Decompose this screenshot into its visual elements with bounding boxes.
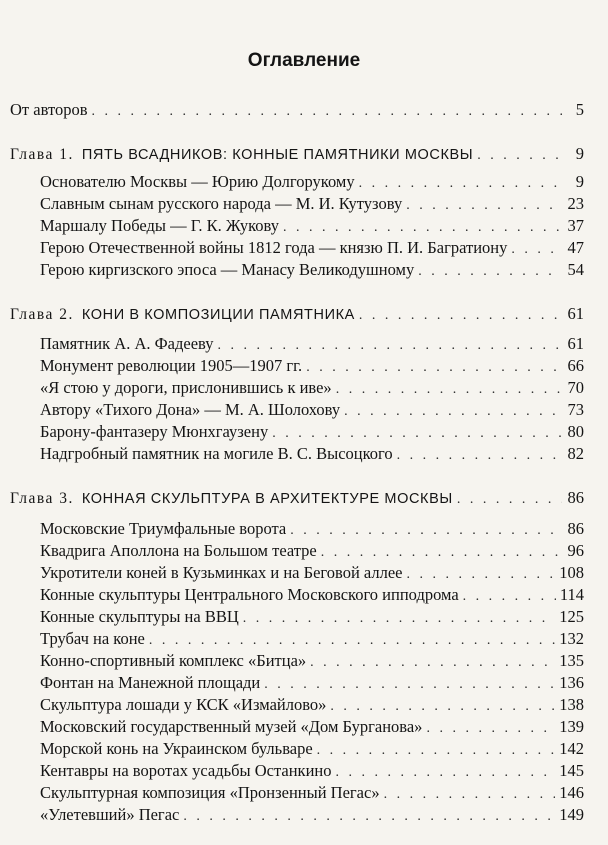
leader-dots [317, 740, 556, 762]
entry-label: Герою киргизского эпоса — Манасу Великодушному [40, 260, 415, 279]
entry-page: 132 [559, 629, 584, 648]
entry-page: 125 [559, 607, 584, 626]
toc-entry[interactable] [40, 650, 584, 672]
toc-entry[interactable] [40, 259, 584, 281]
leader-dots [511, 239, 562, 261]
entry-page: 23 [567, 194, 584, 213]
entry-page: 146 [559, 783, 584, 802]
entry-page: 96 [567, 541, 584, 560]
leader-dots [92, 101, 563, 123]
leader-dots [264, 674, 555, 696]
toc-entry[interactable] [40, 377, 584, 399]
entry-label: Маршалу Победы — Г. К. Жукову [40, 216, 280, 235]
leader-dots [330, 696, 555, 718]
entry-label: Герою Отечественной войны 1812 года — князю П. И. Багратиону [40, 238, 508, 257]
toc-entry[interactable] [40, 443, 584, 465]
toc-entry[interactable] [40, 215, 584, 237]
entry-label: Памятник А. А. Фадееву [40, 334, 214, 353]
entry-page: 145 [559, 761, 584, 780]
toc-chapter-1[interactable] [10, 143, 584, 165]
toc-entry-intro[interactable] [10, 99, 584, 121]
entry-label: Конные скульптуры Центрального Московского ипподрома [40, 585, 459, 604]
leader-dots [477, 145, 562, 167]
entry-label: Квадрига Аполлона на Большом театре [40, 541, 317, 560]
leader-dots [426, 718, 555, 740]
entry-label: Московский государственный музей «Дом Бурганова» [40, 717, 423, 736]
toc-entry[interactable] [40, 355, 584, 377]
entry-label: Трубач на коне [40, 629, 145, 648]
chapter-prefix: Глава 3. [10, 490, 74, 507]
entry-label: «Я стою у дороги, прислонившись к иве» [40, 378, 332, 397]
toc-entry[interactable] [40, 716, 584, 738]
toc-title: Оглавление [247, 50, 361, 71]
leader-dots [359, 305, 562, 327]
toc-entry[interactable] [40, 518, 584, 540]
leader-dots [310, 652, 555, 674]
toc-entry[interactable] [40, 421, 584, 443]
toc-chapter-2[interactable] [10, 303, 584, 325]
toc-entry[interactable] [40, 760, 584, 782]
toc-chapter-3[interactable] [10, 487, 584, 509]
toc-entry[interactable] [40, 694, 584, 716]
entry-page: 66 [567, 356, 584, 375]
entry-page: 142 [559, 739, 584, 758]
entry-label: Монумент революции 1905—1907 гг. [40, 356, 303, 375]
chapter-title: КОННАЯ СКУЛЬПТУРА В АРХИТЕКТУРЕ МОСКВЫ [81, 491, 453, 507]
entry-page: 47 [567, 238, 584, 257]
entry-page: 86 [567, 488, 584, 507]
entry-page: 37 [567, 216, 584, 235]
chapter-prefix: Глава 2. [10, 306, 74, 323]
entry-label: Укротители коней в Кузьминках и на Беговой аллее [40, 563, 403, 582]
leader-dots [272, 423, 562, 445]
entry-page: 61 [567, 334, 584, 353]
entry-page: 86 [567, 519, 584, 538]
leader-dots [344, 401, 562, 423]
entry-label: Фонтан на Манежной площади [40, 673, 261, 692]
leader-dots [149, 630, 555, 652]
entry-page: 82 [567, 444, 584, 463]
chapter-title: ПЯТЬ ВСАДНИКОВ: КОННЫЕ ПАМЯТНИКИ МОСКВЫ [81, 147, 474, 163]
entry-label: Конные скульптуры на ВВЦ [40, 607, 239, 626]
entry-page: 149 [559, 805, 584, 824]
leader-dots [243, 608, 555, 630]
entry-page: 61 [567, 304, 584, 323]
entry-label: Автору «Тихого Дона» — М. А. Шолохову [40, 400, 341, 419]
entry-page: 9 [575, 144, 584, 163]
toc-entry[interactable] [40, 562, 584, 584]
leader-dots [335, 762, 555, 784]
toc-entry[interactable] [40, 540, 584, 562]
entry-page: 139 [559, 717, 584, 736]
leader-dots [463, 586, 556, 608]
toc-entry[interactable] [40, 399, 584, 421]
entry-page: 9 [575, 172, 584, 191]
leader-dots [290, 520, 562, 542]
entry-label: От авторов [10, 100, 88, 119]
entry-page: 136 [559, 673, 584, 692]
leader-dots [283, 217, 562, 239]
entry-label: Славным сынам русского народа — М. И. Кутузову [40, 194, 403, 213]
leader-dots [306, 357, 562, 379]
leader-dots [397, 445, 562, 467]
entry-page: 135 [559, 651, 584, 670]
entry-label: Надгробный памятник на могиле В. С. Высоцкого [40, 444, 393, 463]
entry-page: 73 [567, 400, 584, 419]
leader-dots [183, 806, 555, 828]
leader-dots [336, 379, 562, 401]
toc-entry[interactable] [40, 672, 584, 694]
toc-entry[interactable] [40, 738, 584, 760]
leader-dots [406, 564, 555, 586]
entry-label: Морской конь на Украинском бульваре [40, 739, 313, 758]
chapter-title: КОНИ В КОМПОЗИЦИИ ПАМЯТНИКА [81, 307, 355, 323]
toc-entry[interactable] [40, 628, 584, 650]
entry-label: Основателю Москвы — Юрию Долгорукому [40, 172, 355, 191]
entry-label: Скульптура лошади у КСК «Измайлово» [40, 695, 327, 714]
toc-entry[interactable] [40, 606, 584, 628]
toc-entry[interactable] [40, 782, 584, 804]
leader-dots [457, 489, 562, 511]
entry-page: 70 [567, 378, 584, 397]
entry-label: Барону-фантазеру Мюнхгаузену [40, 422, 269, 441]
leader-dots [218, 335, 563, 357]
toc-entry[interactable] [40, 193, 584, 215]
entry-label: Конно-спортивный комплекс «Битца» [40, 651, 307, 670]
leader-dots [384, 784, 556, 806]
entry-page: 5 [575, 100, 584, 119]
entry-label: Кентавры на воротах усадьбы Останкино [40, 761, 332, 780]
leader-dots [418, 261, 562, 283]
leader-dots [406, 195, 562, 217]
entry-page: 108 [559, 563, 584, 582]
entry-label: «Улетевший» Пегас [40, 805, 180, 824]
toc-entry[interactable] [40, 804, 584, 826]
toc-entry[interactable] [40, 237, 584, 259]
entry-page: 80 [567, 422, 584, 441]
toc-entry[interactable] [40, 171, 584, 193]
toc-entry[interactable] [40, 333, 584, 355]
entry-label: Московские Триумфальные ворота [40, 519, 287, 538]
entry-page: 138 [559, 695, 584, 714]
entry-page: 54 [567, 260, 584, 279]
leader-dots [359, 173, 562, 195]
leader-dots [321, 542, 562, 564]
toc-entry[interactable] [40, 584, 584, 606]
entry-page: 114 [559, 585, 584, 604]
chapter-prefix: Глава 1. [10, 146, 74, 163]
entry-label: Скульптурная композиция «Пронзенный Пегас» [40, 783, 380, 802]
